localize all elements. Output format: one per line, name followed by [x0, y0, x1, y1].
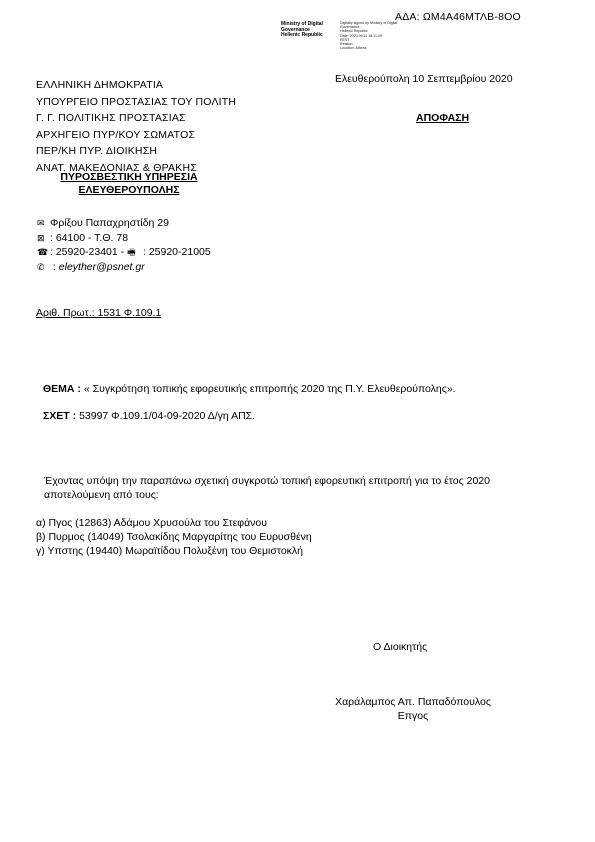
mailbox-icon: ⊠ [37, 232, 45, 243]
authority-header [36, 77, 236, 176]
postal-line: ⊠ : 64100 - Τ.Θ. 78 [37, 231, 129, 244]
authority-line: ΑΡΧΗΓΕΙΟ ΠΥΡ/ΚΟΥ ΣΩΜΑΤΟΣ [36, 128, 196, 141]
list-item: β) Πυρμος (14049) Τσολακίδης Μαργαρίτης του Ευρυσθένη [36, 531, 312, 543]
digital-signature-details: Digitally signed by Ministry of Digital Governance, Hellenic Republic Date: 2020.09.11 18:11:29 EEST Reason: Location: Athens [340, 21, 398, 51]
signer-block [322, 695, 504, 723]
list-item: α) Πγος (12863) Αδάμου Χρυσούλα του Στεφάνου [36, 517, 268, 529]
subject-line [43, 383, 456, 395]
phone-icon: ☎ [37, 247, 49, 257]
reference-line [43, 410, 255, 422]
authority-line: ΑΝΑΤ. ΜΑΚΕΔΟΝΙΑΣ & ΘΡΑΚΗΣ [36, 161, 197, 174]
protocol-number: Αριθ. Πρωτ.: 1531 Φ.109.1 [36, 307, 162, 319]
authority-line: ΕΛΛΗΝΙΚΗ ΔΗΜΟΚΡΑΤΙΑ [36, 79, 164, 91]
authority-line: ΥΠΟΥΡΓΕΙΟ ΠΡΟΣΤΑΣΙΑΣ ΤΟΥ ΠΟΛΙΤΗ [36, 95, 237, 108]
subject-label: ΘΕΜΑ : [43, 383, 84, 395]
signer-rank: Επγος [397, 710, 429, 722]
authority-line: Γ. Γ. ΠΟΛΙΤΙΚΗΣ ΠΡΟΣΤΑΣΙΑΣ [36, 112, 186, 124]
signer-name: Χαράλαμπος Απ. Παπαδόπουλος [335, 696, 491, 708]
email-icon: ✆ [37, 261, 45, 272]
phone-line: ☎ : 25920-23401 - 🖷 : 25920-21005 [37, 246, 211, 258]
subject-text: « Συγκρότηση τοπικής εφορευτικής επιτροπής 2020 της Π.Υ. Ελευθερούπολης». [83, 383, 456, 395]
reference-text: 53997 Φ.109.1/04-09-2020 Δ/γη ΑΠΣ. [79, 410, 256, 422]
address-line: ✉ Φρίξου Παπαχρηστίδη 29 [37, 217, 169, 229]
members-list [36, 516, 312, 558]
fax-icon: 🖷 [127, 247, 136, 257]
list-item: γ) Υπστης (19440) Μωραϊτίδου Πολυξένη του Θεμιστοκλή [36, 545, 304, 557]
envelope-icon: ✉ [37, 218, 45, 228]
digital-signature-issuer: Ministry of Digital Governance Hellenic Republic [281, 21, 323, 38]
decision-title: ΑΠΟΦΑΣΗ [416, 112, 470, 124]
email-line: ✆ : eleyther@psnet.gr [37, 260, 145, 273]
commander-label: Ο Διοικητής [373, 641, 428, 653]
authority-line: ΠΕΡ/ΚΗ ΠΥΡ. ΔΙΟΙΚΗΣΗ [36, 145, 158, 157]
place-date: Ελευθερούπολη 10 Σεπτεμβρίου 2020 [335, 73, 513, 85]
ada-code: ΑΔΑ: ΩΜ4Α46ΜΤΛΒ-8ΟΟ [395, 11, 521, 23]
email-address[interactable]: eleyther@psnet.gr [58, 260, 145, 273]
reference-label: ΣΧΕΤ : [43, 410, 80, 422]
body-paragraph: Έχοντας υπόψη την παραπάνω σχετική συγκροτώ τοπική εφορευτική επιτροπή για το έτος 2020 αποτελούμενη από τους: [44, 475, 490, 501]
contact-block [37, 216, 211, 274]
service-name: ΠΥΡΟΣΒΕΣΤΙΚΗ ΥΠΗΡΕΣΙΑ ΕΛΕΥΘΕΡΟΥΠΟΛΗΣ [60, 171, 198, 196]
